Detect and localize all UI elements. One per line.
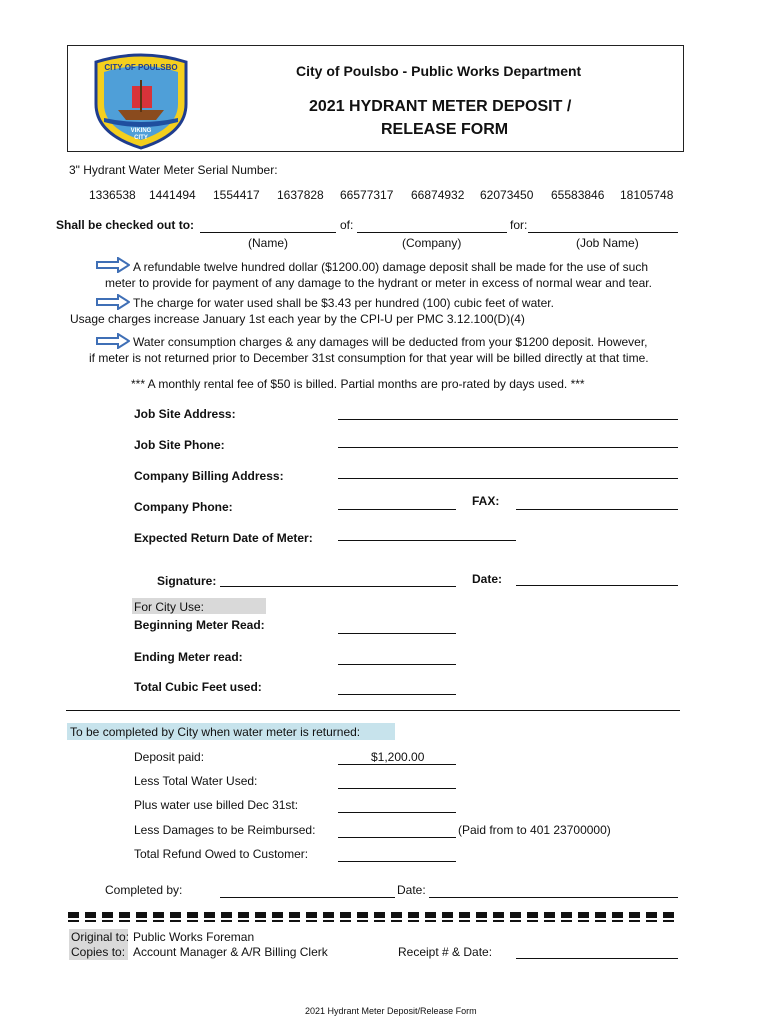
less-water-input-line[interactable] (338, 788, 456, 789)
ending-read-label: Ending Meter read: (134, 650, 243, 664)
original-to-value: Public Works Foreman (133, 930, 255, 944)
paid-from-note: (Paid from to 401 23700000) (458, 823, 611, 837)
company-phone-input-line[interactable] (338, 509, 456, 510)
job-site-address-input-line[interactable] (338, 419, 678, 420)
receipt-label: Receipt # & Date: (398, 945, 493, 959)
return-section-label: To be completed by City when water meter is returned: (70, 725, 361, 739)
arrow-right-icon (96, 294, 130, 310)
consumption-notice-line1: Water consumption charges & any damages will be deducted from your $1200 deposit. However, (133, 335, 648, 349)
deposit-paid-label: Deposit paid: (134, 750, 205, 764)
date-label: Date: (472, 572, 503, 586)
total-cubic-feet-label: Total Cubic Feet used: (134, 680, 262, 694)
serial-number: 1554417 (213, 188, 260, 202)
checkout-label: Shall be checked out to: (56, 218, 195, 232)
deposit-paid-value: $1,200.00 (371, 750, 425, 764)
for-label: for: (510, 218, 528, 232)
serial-number: 18105748 (620, 188, 674, 202)
completed-date-input-line[interactable] (429, 897, 678, 898)
cut-line (68, 912, 680, 918)
serial-number: 65583846 (551, 188, 605, 202)
original-to-label: Original to: (71, 930, 130, 944)
copies-to-value: Account Manager & A/R Billing Clerk (133, 945, 328, 959)
completed-by-input-line[interactable] (220, 897, 395, 898)
serial-number: 1637828 (277, 188, 324, 202)
job-site-address-label: Job Site Address: (134, 407, 236, 421)
deposit-paid-line (338, 764, 456, 765)
beginning-read-input-line[interactable] (338, 633, 456, 634)
serial-number: 1441494 (149, 188, 196, 202)
logo-text-city: CITY (134, 135, 148, 141)
plus-billed-input-line[interactable] (338, 812, 456, 813)
receipt-input-line[interactable] (516, 958, 678, 959)
department-name: City of Poulsbo - Public Works Department (296, 63, 582, 79)
rental-notice: *** A monthly rental fee of $50 is billed. Partial months are pro-rated by days used. *** (131, 377, 585, 391)
company-billing-address-input-line[interactable] (338, 478, 678, 479)
logo-text-viking: VIKING (130, 128, 152, 134)
arrow-right-icon (96, 333, 130, 349)
arrow-right-icon (96, 257, 130, 273)
job-name-input-line[interactable] (528, 232, 678, 233)
less-water-label: Less Total Water Used: (134, 774, 258, 788)
section-divider (66, 710, 680, 711)
serial-number: 1336538 (89, 188, 136, 202)
signature-input-line[interactable] (220, 586, 456, 587)
city-seal-logo (88, 52, 194, 150)
company-caption: (Company) (402, 236, 462, 250)
charge-notice-line1: The charge for water used shall be $3.43 per hundred (100) cubic feet of water. (133, 296, 554, 310)
less-damages-input-line[interactable] (338, 837, 456, 838)
job-site-phone-input-line[interactable] (338, 447, 678, 448)
name-caption: (Name) (248, 236, 289, 250)
fax-input-line[interactable] (516, 509, 678, 510)
job-name-caption: (Job Name) (576, 236, 639, 250)
company-phone-label: Company Phone: (134, 500, 233, 514)
serial-label: 3" Hydrant Water Meter Serial Number: (69, 163, 278, 177)
deposit-notice-line2: meter to provide for payment of any damage to the hydrant or meter in excess of normal wear and tear. (105, 276, 652, 290)
ending-read-input-line[interactable] (338, 664, 456, 665)
total-refund-input-line[interactable] (338, 861, 456, 862)
form-title-line1: 2021 HYDRANT METER DEPOSIT / (309, 98, 572, 115)
name-input-line[interactable] (200, 232, 336, 233)
consumption-notice-line2: if meter is not returned prior to December 31st consumption for that year will be billed directly at that time. (89, 351, 649, 365)
signature-label: Signature: (157, 574, 217, 588)
of-label: of: (340, 218, 354, 232)
completed-date-label: Date: (397, 883, 426, 897)
company-billing-address-label: Company Billing Address: (134, 469, 284, 483)
total-cubic-feet-input-line[interactable] (338, 694, 456, 695)
serial-number: 66577317 (340, 188, 394, 202)
total-refund-label: Total Refund Owed to Customer: (134, 847, 309, 861)
cut-line-secondary (68, 920, 680, 922)
plus-billed-label: Plus water use billed Dec 31st: (134, 798, 299, 812)
date-input-line[interactable] (516, 585, 678, 586)
fax-label: FAX: (472, 494, 500, 508)
copies-to-label: Copies to: (71, 945, 126, 959)
city-use-label: For City Use: (134, 600, 205, 614)
job-site-phone-label: Job Site Phone: (134, 438, 225, 452)
deposit-notice-line1: A refundable twelve hundred dollar ($1200.00) damage deposit shall be made for the use of such (133, 260, 649, 274)
charge-notice-line2: Usage charges increase January 1st each year by the CPI-U per PMC 3.12.100(D)(4) (70, 312, 525, 326)
expected-return-input-line[interactable] (338, 540, 516, 541)
document-footer-name: 2021 Hydrant Meter Deposit/Release Form (305, 1006, 477, 1016)
completed-by-label: Completed by: (105, 883, 183, 897)
expected-return-label: Expected Return Date of Meter: (134, 531, 313, 545)
serial-number: 62073450 (480, 188, 534, 202)
serial-number: 66874932 (411, 188, 465, 202)
less-damages-label: Less Damages to be Reimbursed: (134, 823, 316, 837)
beginning-read-label: Beginning Meter Read: (134, 618, 265, 632)
logo-text-top: CITY OF POULSBO (104, 63, 178, 72)
company-input-line[interactable] (357, 232, 507, 233)
form-title-line2: RELEASE FORM (381, 121, 509, 138)
